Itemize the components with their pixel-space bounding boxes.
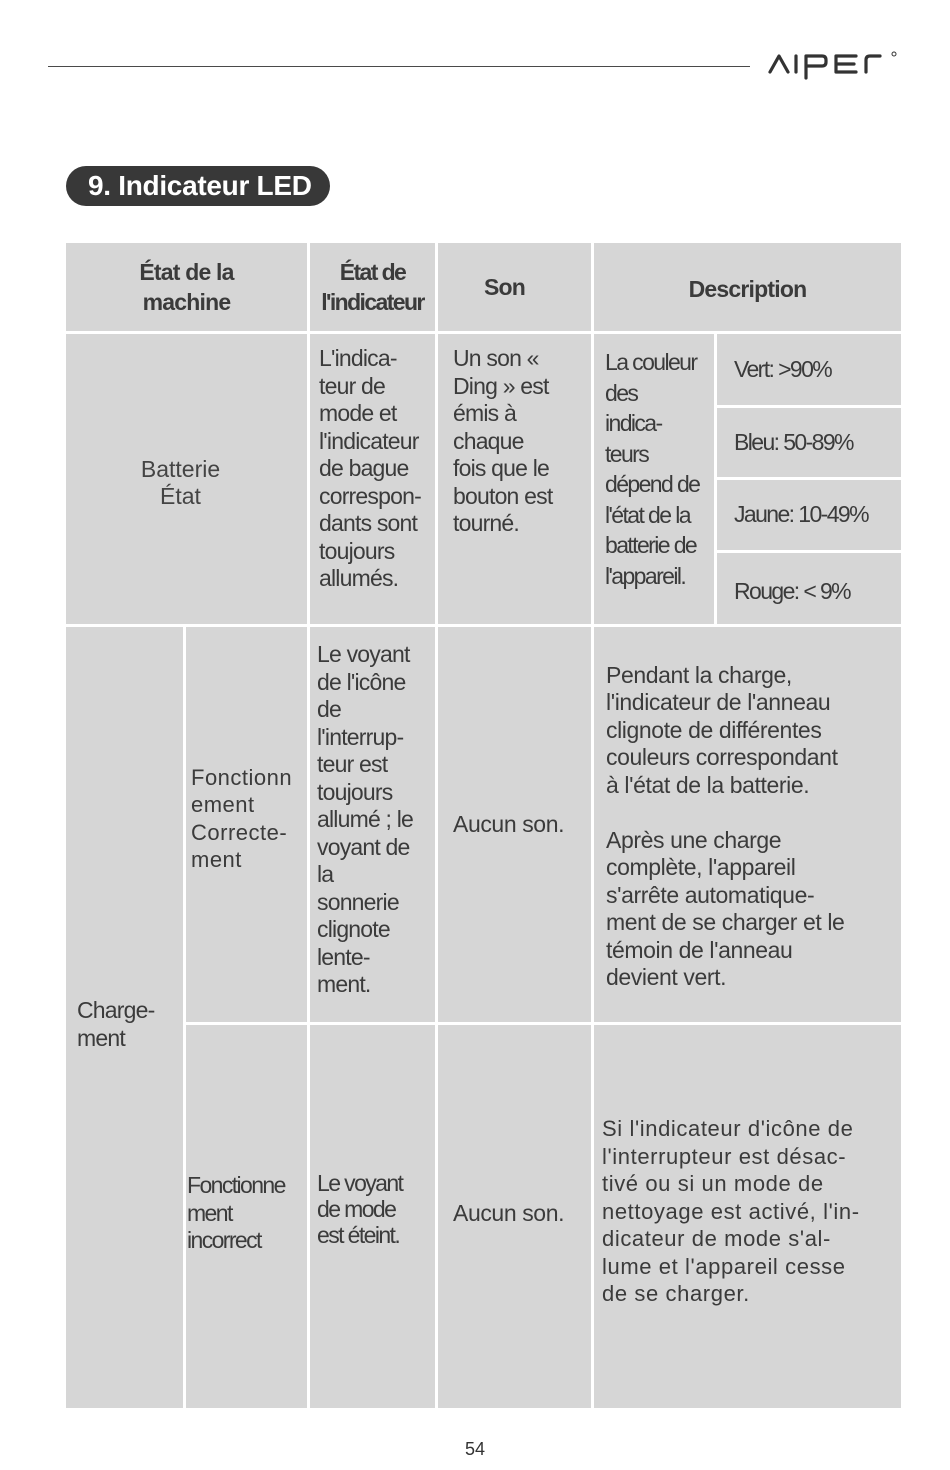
battery-state-label: Batterie État	[66, 334, 307, 624]
header-sound: Son	[438, 243, 591, 331]
header-indicator-state: État de l'indicateur	[310, 243, 435, 331]
battery-level-yellow: Jaune: 10-49%	[717, 480, 901, 550]
led-indicator-table	[66, 243, 886, 1394]
aiper-logo	[766, 44, 902, 88]
charging-correct-indicator: Le voyant de l'icône de l'interrup- teur est toujours allumé ; le voyant de la sonnerie clignote lente- ment.	[310, 627, 435, 1022]
page-number: 54	[464, 1439, 486, 1459]
header-rule	[48, 66, 750, 67]
header-description: Description	[594, 243, 901, 331]
charging-correct-sound: Aucun son.	[438, 627, 591, 1022]
battery-level-green: Vert: >90%	[717, 334, 901, 405]
battery-description: La couleur des indica- teurs dépend de l'état de la batterie de l'appareil.	[594, 334, 714, 624]
header-machine-state: État de la machine	[66, 243, 307, 331]
charging-incorrect-indicator: Le voyant de mode est éteint.	[310, 1025, 435, 1408]
charging-incorrect-description: Si l'indicateur d'icône de l'interrupteur est désac- tivé ou si un mode de nettoyage est activé, l'in- dicateur de mode s'al- lume et l'appareil cesse de se charger.	[594, 1025, 901, 1408]
battery-indicator-state: L'indica- teur de mode et l'indicateur de bague correspon- dants sont toujours allumés.	[310, 334, 435, 624]
charging-correct-description: Pendant la charge, l'indicateur de l'anneau clignote de différentes couleurs correspondant à l'état de la batterie. Après une charge complète, l'appareil s'arrête automatique- ment de se charger et le témoin de l'anneau devient vert.	[594, 627, 901, 1022]
battery-sound: Un son « Ding » est émis à chaque fois que le bouton est tourné.	[438, 334, 591, 624]
charging-incorrect-label: Fonctionne ment incorrect	[186, 1025, 307, 1408]
battery-level-red: Rouge: < 9%	[717, 553, 901, 624]
charging-state-label: Charge- ment	[66, 627, 183, 1408]
charging-correct-label: Fonctionn ement Correcte- ment	[186, 627, 307, 1022]
battery-level-blue: Bleu: 50-89%	[717, 408, 901, 477]
section-title: 9. Indicateur LED	[66, 166, 330, 206]
charging-incorrect-sound: Aucun son.	[438, 1025, 591, 1408]
